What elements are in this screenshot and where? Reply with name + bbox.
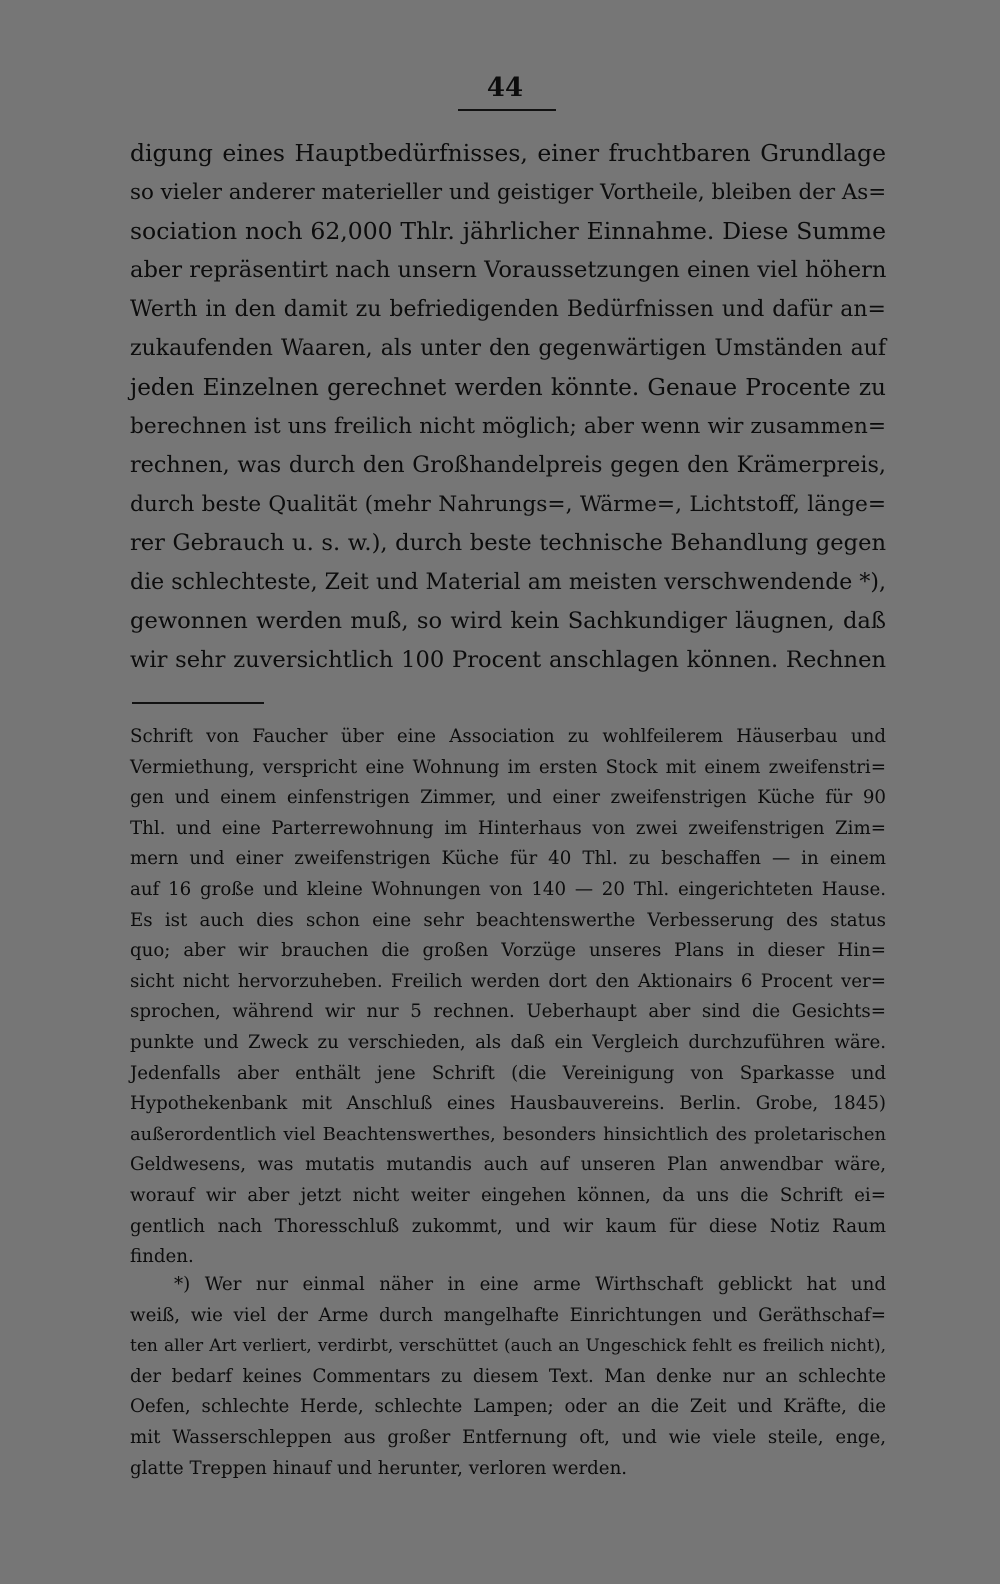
body-line: berechnen ist uns freilich nicht möglich; aber wenn wir zusammen=	[130, 414, 886, 439]
footnote-line: Vermiethung, verspricht eine Wohnung im ersten Stock mit einem zweifenstri=	[130, 756, 886, 778]
body-line: durch beste Qualität (mehr Nahrungs=, Wärme=, Lichtstoff, länge=	[130, 492, 886, 517]
footnote-line: Jedenfalls aber enthält jene Schrift (die Vereinigung von Sparkasse und	[130, 1062, 886, 1084]
body-text	[130, 134, 886, 680]
footnote-line: *) Wer nur einmal näher in eine arme Wirthschaft geblickt hat und	[174, 1274, 886, 1295]
footnote-line: ten aller Art verliert, verdirbt, verschüttet (auch an Ungeschick fehlt es freilich nicht),	[130, 1336, 886, 1357]
footnote-line: sicht nicht hervorzuheben. Freilich werden dort den Aktionairs 6 Procent ver=	[130, 970, 886, 992]
footnote-asterisk	[130, 1270, 886, 1484]
footnote-line: weiß, wie viel der Arme durch mangelhafte Einrichtungen und Geräthschaf=	[130, 1304, 886, 1326]
header-rule	[458, 109, 556, 111]
footnote-line: Thl. und eine Parterrewohnung im Hinterhaus von zwei zweifenstrigen Zim=	[130, 817, 886, 839]
footnote-rule	[132, 702, 264, 704]
footnote-line: gentlich nach Thoresschluß zukommt, und wir kaum für diese Notiz Raum	[130, 1215, 886, 1237]
footnote-line: mit Wasserschleppen aus großer Entfernung oft, und wie viele steile, enge,	[130, 1426, 886, 1448]
footnote-line: auf 16 große und kleine Wohnungen von 140 — 20 Thl. eingerichteten Hause.	[130, 878, 886, 900]
footnote-line: Es ist auch dies schon eine sehr beachtenswerthe Verbesserung des status	[130, 909, 886, 931]
body-line: gewonnen werden muß, so wird kein Sachkundiger läugnen, daß	[130, 608, 886, 634]
footnote-line: Geldwesens, was mutatis mutandis auch auf unseren Plan anwendbar wäre,	[130, 1154, 886, 1176]
footnote-line: Oefen, schlechte Herde, schlechte Lampen; oder an die Zeit und Kräfte, die	[130, 1396, 886, 1418]
body-line: jeden Einzelnen gerechnet werden könnte. Genaue Procente zu	[130, 374, 886, 401]
footnote-continued	[130, 722, 886, 1273]
footnote-line: worauf wir aber jetzt nicht weiter eingehen können, da uns die Schrift ei=	[130, 1184, 886, 1206]
footnote-line: finden.	[130, 1246, 194, 1268]
footnote-line: außerordentlich viel Beachtenswerthes, besonders hinsichtlich des proletarischen	[130, 1123, 886, 1145]
body-line: rer Gebrauch u. s. w.), durch beste technische Behandlung gegen	[130, 530, 886, 556]
footnote-line: punkte und Zweck zu verschieden, als daß ein Vergleich durchzuführen wäre.	[130, 1031, 886, 1053]
body-line: zukaufenden Waaren, als unter den gegenwärtigen Umständen auf	[130, 336, 886, 361]
body-line: die schlechteste, Zeit und Material am meisten verschwendende *),	[130, 570, 886, 595]
page-number: 44	[486, 73, 524, 103]
footnote-line: quo; aber wir brauchen die großen Vorzüge unseres Plans in dieser Hin=	[130, 940, 886, 962]
footnote-line: Hypothekenbank mit Anschluß eines Hausbauvereins. Berlin. Grobe, 1845)	[130, 1093, 886, 1115]
footnote-line: sprochen, während wir nur 5 rechnen. Ueberhaupt aber sind die Gesichts=	[130, 1001, 886, 1023]
footnote-line: der bedarf keines Commentars zu diesem Text. Man denke nur an schlechte	[130, 1365, 886, 1387]
footnote-line: mern und einer zweifenstrigen Küche für 40 Thl. zu beschaffen — in einem	[130, 848, 886, 870]
footnote-line: Schrift von Faucher über eine Association zu wohlfeilerem Häuserbau und	[130, 726, 886, 747]
body-line: aber repräsentirt nach unsern Voraussetzungen einen viel höhern	[130, 257, 887, 283]
body-line: sociation noch 62,000 Thlr. jährlicher Einnahme. Diese Summe	[130, 217, 886, 245]
body-line: so vieler anderer materieller und geistiger Vortheile, bleiben der As=	[130, 180, 887, 205]
footnote-line: glatte Treppen hinauf und herunter, verloren werden.	[130, 1457, 628, 1479]
body-line: digung eines Hauptbedürfnisses, einer fruchtbaren Grundlage	[130, 139, 886, 167]
body-line: rechnen, was durch den Großhandelpreis gegen den Krämerpreis,	[130, 452, 886, 478]
body-line: wir sehr zuversichtlich 100 Procent anschlagen können. Rechnen	[130, 647, 886, 673]
body-line: Werth in den damit zu befriedigenden Bedürfnissen und dafür an=	[130, 297, 886, 322]
footnote-line: gen und einem einfenstrigen Zimmer, und einer zweifenstrigen Küche für 90	[130, 787, 886, 809]
